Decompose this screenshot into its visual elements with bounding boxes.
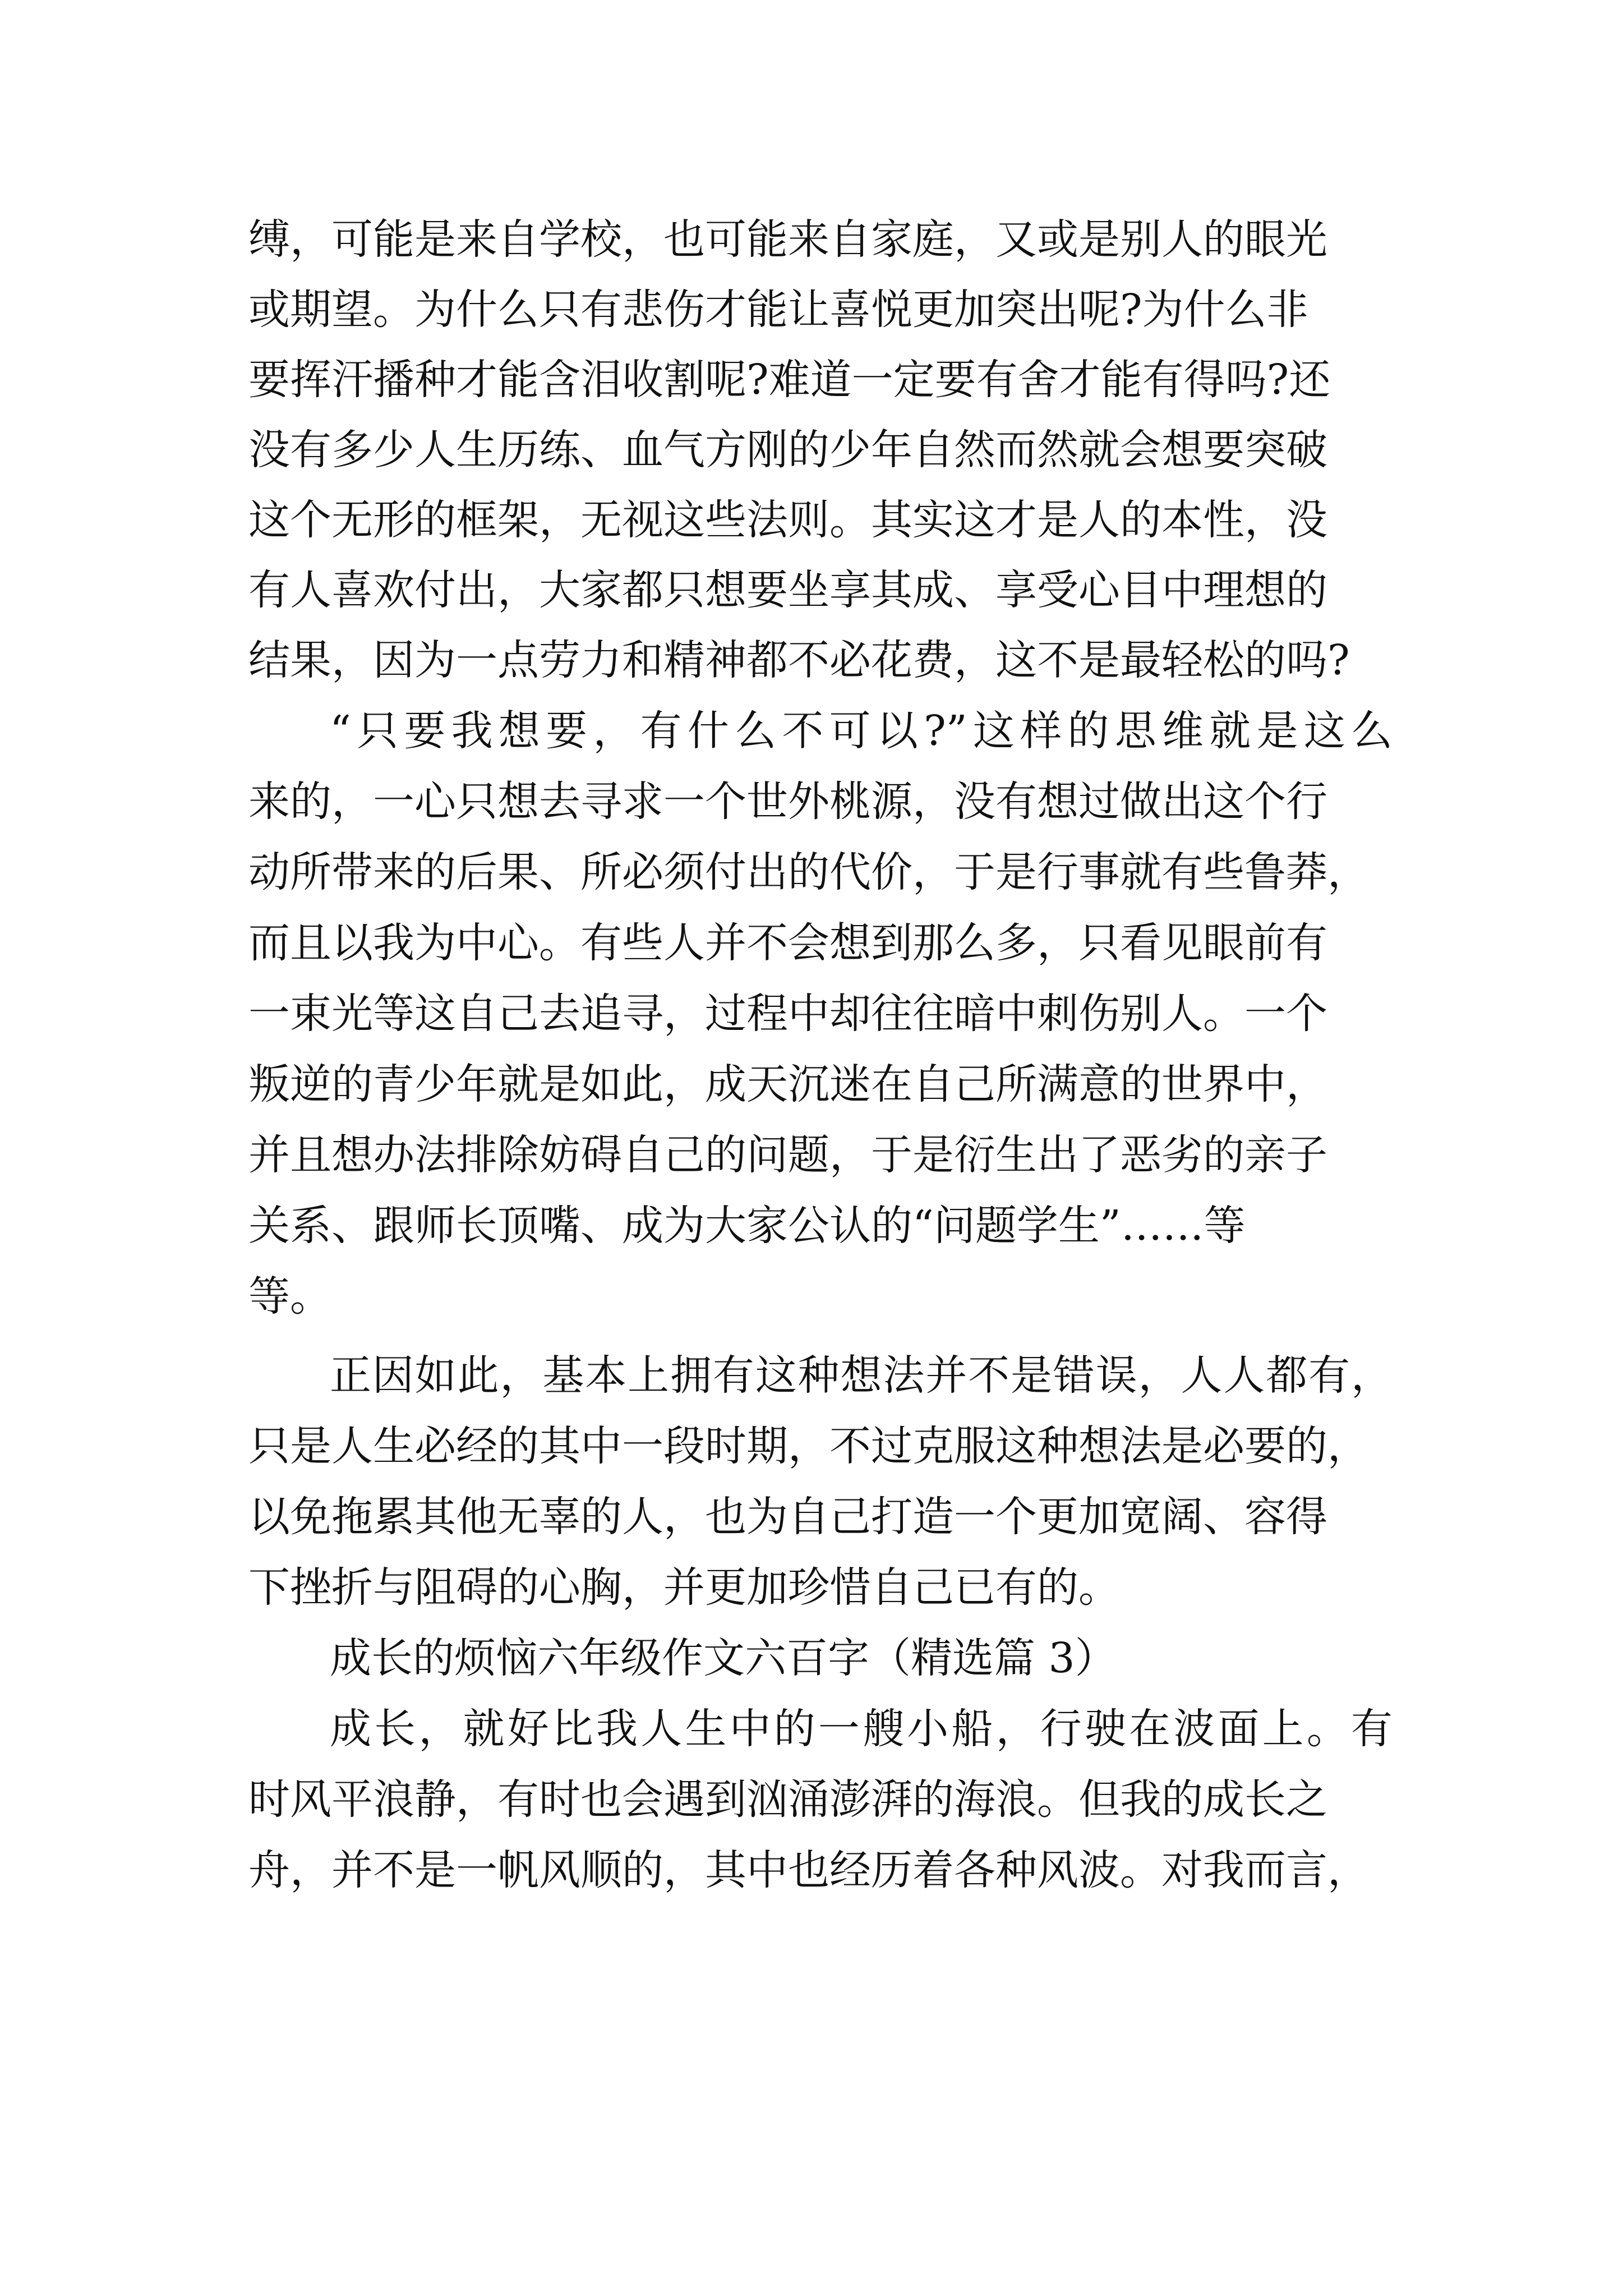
text-line: 这个无形的框架，无视这些法则。其实这才是人的本性，没 xyxy=(248,496,1327,544)
text-line: 并且想办法排除妨碍自己的问题，于是衍生出了恶劣的亲子 xyxy=(248,1131,1327,1179)
text-line: 等。 xyxy=(248,1272,331,1320)
text-line: 而且以我为中心。有些人并不会想到那么多，只看见眼前有 xyxy=(248,919,1327,967)
text-line: 结果，因为一点劳力和精神都不必花费，这不是最轻松的吗? xyxy=(248,636,1350,684)
text-line: 舟，并不是一帆风顺的，其中也经历着各种风波。对我而言， xyxy=(248,1846,1369,1894)
text-line: 只是人生必经的其中一段时期，不过克服这种想法是必要的， xyxy=(248,1422,1369,1470)
text-line: 要挥汗播种才能含泪收割呢?难道一定要有舍才能有得吗?还 xyxy=(248,356,1331,404)
text-line: 或期望。为什么只有悲伤才能让喜悦更加突出呢?为什么非 xyxy=(248,286,1308,334)
text-line: 成长，就好比我人生中的一艘小船，行驶在波面上。有 xyxy=(330,1705,1393,1753)
section-heading: 成长的烦恼六年级作文六百字（精选篇 3） xyxy=(330,1634,1117,1682)
text-line: 下挫折与阻碍的心胸，并更加珍惜自己已有的。 xyxy=(248,1563,1120,1612)
text-line: “只要我想要，有什么不可以?”这样的思维就是这么 xyxy=(330,707,1393,755)
text-line: 来的，一心只想去寻求一个世外桃源，没有想过做出这个行 xyxy=(248,777,1327,826)
text-line: 缚，可能是来自学校，也可能来自家庭，又或是别人的眼光 xyxy=(248,215,1327,264)
text-line: 关系、跟师长顶嘴、成为大家公认的“问题学生”……等 xyxy=(248,1202,1246,1250)
text-line: 时风平浪静，有时也会遇到汹涌澎湃的海浪。但我的成长之 xyxy=(248,1775,1327,1824)
text-line: 一束光等这自己去追寻，过程中却往往暗中刺伤别人。一个 xyxy=(248,990,1327,1038)
text-line: 没有多少人生历练、血气方刚的少年自然而然就会想要突破 xyxy=(248,426,1327,474)
text-line: 以免拖累其他无辜的人，也为自己打造一个更加宽阔、容得 xyxy=(248,1493,1327,1541)
text-line: 有人喜欢付出，大家都只想要坐享其成、享受心目中理想的 xyxy=(248,566,1327,614)
text-line: 动所带来的后果、所必须付出的代价，于是行事就有些鲁莽， xyxy=(248,848,1369,896)
text-line: 叛逆的青少年就是如此，成天沉迷在自己所满意的世界中， xyxy=(248,1060,1327,1108)
text-line: 正因如此，基本上拥有这种想法并不是错误，人人都有， xyxy=(330,1351,1393,1400)
